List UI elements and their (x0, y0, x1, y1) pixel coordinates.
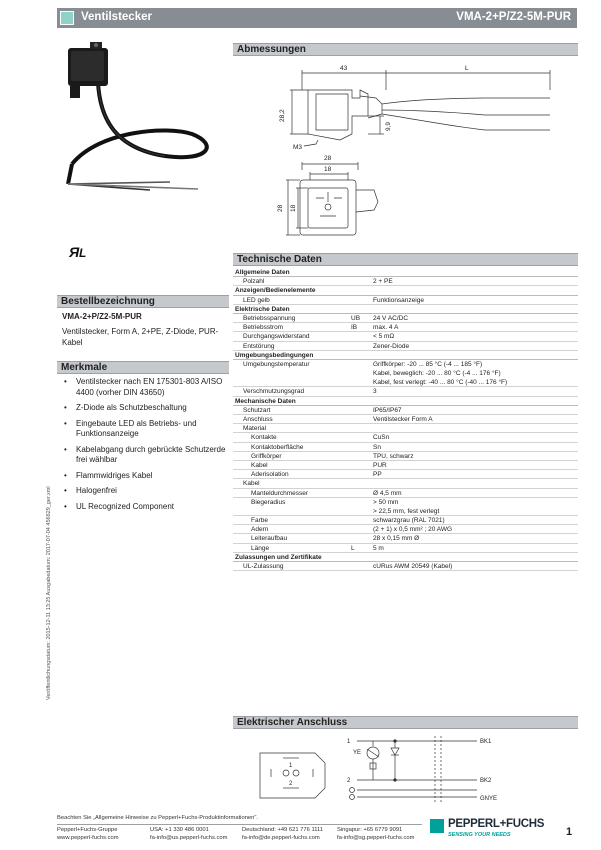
tech-row (233, 470, 578, 479)
tech-value: (2 + 1) x 0,5 mm² ; 20 AWG (373, 526, 453, 534)
tech-row (233, 433, 578, 442)
wiring-pin-2: 2 (347, 778, 351, 784)
tech-label: Betriebsstrom (243, 324, 284, 332)
feature-item: • Kabelabgang durch gebrückte Schutzerde frei wählbar (62, 445, 232, 466)
feature-item: • Halogenfrei (62, 486, 232, 497)
tech-value: 24 V AC/DC (373, 314, 409, 322)
tech-label: Kontakte (251, 434, 277, 442)
tech-table (233, 268, 578, 571)
dim-28-height: 28 (277, 204, 284, 212)
tech-value: cURus AWM 20549 (Kabel) (373, 563, 453, 571)
tech-group-row (233, 397, 578, 406)
footer-usa (150, 827, 227, 842)
header-square-icon (60, 11, 74, 25)
section-order: Bestellbezeichnung (57, 295, 229, 308)
footer-group-name: Pepperl+Fuchs-Gruppe (57, 827, 118, 833)
tech-label: Kabel (243, 480, 260, 488)
tech-label: Manteldurchmesser (251, 489, 309, 497)
tech-value: Funktionsanzeige (373, 296, 424, 304)
tech-row (233, 323, 578, 332)
tech-symbol: IB (351, 324, 358, 332)
tech-row (233, 516, 578, 525)
header-model: VMA-2+P/Z2-5M-PUR (456, 11, 571, 23)
tech-value: CuSn (373, 434, 390, 442)
dim-28-2: 28,2 (279, 109, 286, 122)
tech-row (233, 525, 578, 534)
tech-label: Leiteraufbau (251, 535, 288, 543)
wiring-pin-1: 1 (347, 739, 351, 745)
dimension-drawing (260, 60, 570, 240)
tech-group-row (233, 305, 578, 314)
dim-m3: M3 (293, 144, 303, 151)
tech-row (233, 562, 578, 571)
tech-value: Sn (373, 443, 381, 451)
tech-label: Kabel (251, 461, 268, 469)
tech-value: TPU, schwarz (373, 452, 414, 460)
tech-value: 5 m (373, 544, 384, 552)
section-features: Merkmale (57, 361, 229, 374)
tech-group-label: Allgemeine Daten (235, 269, 290, 276)
tech-row (233, 406, 578, 415)
footer-website-link[interactable]: www.pepperl-fuchs.com (57, 834, 119, 841)
tech-label: Verschmutzungsgrad (243, 388, 305, 396)
tech-value: Ø 4,5 mm (373, 489, 402, 497)
dim-l: L (465, 65, 469, 72)
tech-label: Aderisolation (251, 471, 289, 479)
tech-label: Material (243, 425, 267, 433)
footer-de-phone: Deutschland: +49 621 776 1111 (242, 827, 324, 833)
dim-43: 43 (340, 65, 348, 72)
tech-value: PUR (373, 461, 387, 469)
tech-label: Adern (251, 526, 269, 534)
tech-row (233, 489, 578, 498)
tech-label: UL-Zulassung (243, 563, 284, 571)
tech-value: max. 4 A (373, 324, 399, 332)
wiring-bk1-label: BK1 (480, 739, 492, 745)
tech-symbol: UB (351, 314, 361, 322)
wiring-ye-label: YE (353, 750, 362, 756)
brand-square-icon (430, 819, 444, 833)
tech-label: Länge (251, 544, 270, 552)
footer-group (57, 827, 119, 842)
footer-de-email[interactable]: fa-info@de.pepperl-fuchs.com (242, 834, 320, 841)
tech-label: Schutzart (243, 406, 271, 414)
tech-value: Zener-Diode (373, 342, 410, 350)
tech-label: LED gelb (243, 296, 270, 304)
tech-value: Griffkörper: -20 ... 85 °C (-4 ... 185 °F) Kabel, beweglich: -20 ... 80 °C (-4 ... 176 °F) Kabel, fest verlegt: -40 ... 80 °C (-40 ... 176 °F) (373, 360, 508, 387)
section-technical: Technische Daten (233, 253, 578, 266)
footer-sg-phone: Singapur: +65 6779 9091 (337, 827, 403, 833)
tech-row (233, 443, 578, 452)
dim-18-height: 18 (290, 204, 297, 212)
tech-row (233, 332, 578, 341)
tech-value: schwarzgrau (RAL 7021) (373, 517, 445, 525)
brand-tagline: SENSING YOUR NEEDS (448, 832, 511, 838)
tech-group-label: Elektrische Daten (235, 305, 290, 313)
tech-group-row (233, 553, 578, 562)
tech-value: 3 (373, 388, 377, 396)
plug-pin-2: 2 (289, 781, 293, 787)
tech-value: < 5 mΩ (373, 333, 395, 341)
tech-row (233, 544, 578, 553)
order-title: VMA-2+P/Z2-5M-PUR (62, 312, 142, 321)
tech-row (233, 387, 578, 396)
tech-row (233, 360, 578, 388)
section-dimensions: Abmessungen (233, 43, 578, 56)
tech-row (233, 296, 578, 305)
tech-value: IP65/IP67 (373, 406, 402, 414)
tech-label: Polzahl (243, 278, 265, 286)
tech-label: Griffkörper (251, 452, 282, 460)
footer-usa-email[interactable]: fa-info@us.pepperl-fuchs.com (150, 834, 228, 841)
brand-name: PEPPERL+FUCHS (448, 818, 545, 830)
feature-list (62, 377, 232, 517)
tech-row (233, 415, 578, 424)
tech-label: Entstörung (243, 342, 275, 350)
page-header (57, 8, 577, 28)
tech-row (233, 277, 578, 286)
tech-row (233, 498, 578, 516)
footer-divider (57, 824, 422, 825)
feature-item: • Z-Diode als Schutzbeschaltung (62, 403, 232, 414)
dim-9-9: 9,9 (385, 121, 392, 131)
tech-row (233, 479, 578, 488)
order-description: Ventilstecker, Form A, 2+PE, Z-Diode, PUR-Kabel (62, 327, 219, 347)
tech-row (233, 314, 578, 323)
tech-group-label: Zulassungen und Zertifikate (235, 553, 322, 561)
ul-recognized-icon (68, 243, 94, 261)
tech-group-row (233, 351, 578, 360)
tech-value: PP (373, 471, 382, 479)
tech-group-label: Umgebungsbedingungen (235, 351, 314, 359)
dim-18-width: 18 (324, 166, 332, 173)
svg-text:L: L (79, 246, 87, 260)
tech-group-label: Mechanische Daten (235, 397, 296, 405)
footer-de (242, 827, 323, 842)
tech-group-row (233, 286, 578, 295)
page-number: 1 (566, 826, 573, 838)
tech-value: 2 + PE (373, 278, 393, 286)
publication-info: Veröffentlichungsdatum: 2015-12-11 13:25 Ausgabedatum: 2017-07-04 456629_ger.xml (46, 486, 52, 700)
section-connection: Elektrischer Anschluss (233, 716, 578, 729)
feature-item: • UL Recognized Component (62, 502, 232, 513)
tech-row (233, 424, 578, 433)
tech-label: Biegeradius (251, 498, 286, 506)
tech-group-label: Anzeigen/Bedienelemente (235, 287, 316, 295)
svg-text:Я: Я (69, 244, 80, 260)
tech-label: Betriebsspannung (243, 314, 296, 322)
dim-28-width: 28 (324, 155, 332, 162)
wiring-diagram (255, 733, 505, 808)
tech-group-row (233, 268, 578, 277)
tech-row (233, 342, 578, 351)
tech-label: Farbe (251, 517, 268, 525)
tech-value: > 50 mm > 22,5 mm, fest verlegt (373, 498, 440, 515)
feature-item: • Flammwidriges Kabel (62, 471, 232, 482)
footer-sg (337, 827, 414, 842)
tech-value: Ventilstecker Form A (373, 416, 433, 424)
tech-row (233, 534, 578, 543)
plug-pin-1: 1 (289, 763, 293, 769)
tech-label: Umgebungstemperatur (243, 360, 310, 368)
feature-item: • Ventilstecker nach EN 175301-803 A/ISO 4400 (vorher DIN 43650) (62, 377, 232, 398)
header-category: Ventilstecker (81, 11, 152, 23)
footer-usa-phone: USA: +1 330 486 0001 (150, 827, 209, 833)
feature-item: • Eingebaute LED als Betriebs- und Funktionsanzeige (62, 419, 232, 440)
brand-logo (430, 818, 550, 844)
tech-row (233, 452, 578, 461)
footer-sg-email[interactable]: fa-info@sg.pepperl-fuchs.com (337, 834, 415, 841)
product-image (60, 34, 225, 204)
footer-note: Beachten Sie „Allgemeine Hinweise zu Pepperl+Fuchs-Produktinformationen". (57, 815, 259, 821)
tech-label: Kontaktoberfläche (251, 443, 304, 451)
tech-row (233, 461, 578, 470)
tech-label: Durchgangswiderstand (243, 333, 310, 341)
tech-label: Anschluss (243, 416, 273, 424)
wiring-gnye-label: GNYE (480, 796, 498, 802)
tech-value: 28 x 0,15 mm Ø (373, 535, 420, 543)
tech-symbol: L (351, 544, 355, 552)
wiring-bk2-label: BK2 (480, 778, 492, 784)
